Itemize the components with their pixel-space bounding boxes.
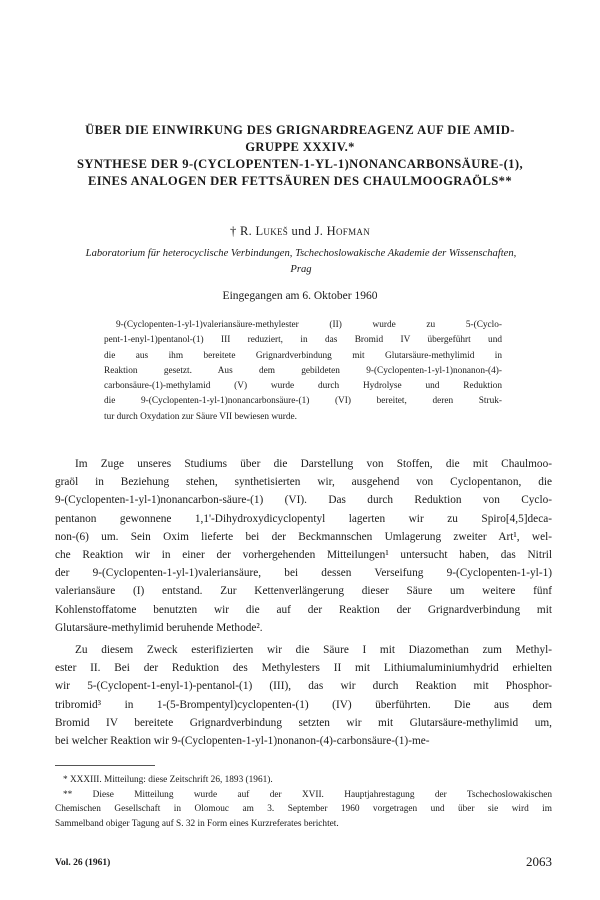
author-initial: R. — [239, 224, 253, 238]
volume-footer: Vol. 26 (1961) — [55, 858, 111, 868]
abstract-line: pent-1-enyl-1)pentanol-(1) III reduziert, in das Bromid IV übergeführt und — [104, 335, 502, 346]
abstract-line: 9-(Cyclopenten-1-yl-1)valeriansäure-methylester (II) wurde zu 5-(Cyclo- — [116, 320, 502, 330]
body-line: che Reaktion wir in einer der vorhergehenden Mitteilungen¹ untersucht haben, das Nitril — [55, 549, 552, 562]
paragraph — [55, 455, 552, 637]
abstract-line: carbonsäure-(1)-methylamid (V) wurde durch Hydrolyse und Reduktion — [104, 381, 502, 392]
body-line: graöl in Beziehung stehen, synthetisierten wir, ausgehend von Cyclopentanon, die — [55, 476, 552, 489]
affiliation-line: Laboratorium für heterocyclische Verbindungen, Tschechoslowakische Akademie der Wissenschaften, — [85, 248, 517, 259]
author-surname: Hofman — [326, 224, 371, 238]
body-line: Zu diesem Zweck esterifizierten wir die Säure I mit Diazomethan zum Methyl- — [75, 644, 552, 657]
author-surname: Lukeš — [255, 224, 289, 238]
footnote-rule — [55, 765, 155, 766]
body-line: Kohlenstoffatome benutzten wir die auf der Reaktion der Grignardverbindung mit — [55, 603, 552, 616]
body-line: der 9-(Cyclopenten-1-yl-1)valeriansäure, bei dessen Verseifung 9-(Cyclopenten-1-yl-1) — [55, 567, 552, 580]
body-line: Glutarsäure-methylimid beruhende Methode². — [55, 621, 263, 634]
body-line: tribromid³ in 1-(5-Brompentyl)cyclopenten-(1) (IV) überführten. Die aus dem — [55, 698, 552, 711]
author-initial: J. — [314, 224, 324, 238]
title-line: GRUPPE XXXIV.* — [245, 140, 355, 154]
abstract-line: die 9-(Cyclopenten-1-yl-1)nonancarbonsäure-(1) (VI) bereitet, deren Struk- — [104, 396, 502, 407]
abstract-line: die aus ihm bereitete Grignardverbindung mit Glutarsäure-methylimid in — [104, 350, 502, 361]
paragraph — [55, 641, 552, 750]
footnote-line: Sammelband obiger Tagung auf S. 32 in Form eines Kurzreferates berichtet. — [55, 818, 339, 829]
footnote-line: * XXXIII. Mitteilung: diese Zeitschrift 26, 1893 (1961). — [63, 775, 273, 785]
abstract — [104, 318, 502, 425]
body-line: valeriansäure (I) entstand. Zur Kettenverlängerung dieser Säure um weitere fünf — [55, 585, 552, 598]
author-connector: und — [291, 224, 312, 238]
body-line: Im Zuge unseres Studiums über die Darstellung von Stoffen, die mit Chaulmoo- — [75, 458, 552, 470]
article-title — [40, 122, 560, 190]
abstract-line: tur durch Oxydation zur Säure VII bewiesen wurde. — [104, 411, 297, 422]
title-line: ÜBER DIE EINWIRKUNG DES GRIGNARDREAGENZ AUF DIE AMID- — [85, 123, 515, 137]
footnotes — [55, 773, 552, 831]
body-line: ester II. Bei der Reduktion des Methylesters II mit Lithiumaluminiumhydrid erhielten — [55, 662, 552, 675]
affiliation — [40, 246, 562, 278]
affiliation-line: Prag — [290, 264, 312, 275]
body-line: pentanon gewonnene 1,1'-Dihydroxydicyclopentyl lagerten wir zu Spiro[4,5]deca- — [55, 512, 552, 525]
body-line: wir 5-(Cyclopent-1-enyl-1)-pentanol-(1) (III), das wir durch Reaktion mit Phosphor- — [55, 680, 552, 693]
page-number: 2063 — [526, 854, 552, 869]
body-line: non-(6) um. Sein Oxim lieferte bei der Beckmannschen Umlagerung zweiter Art¹, wel- — [55, 530, 552, 543]
title-line: SYNTHESE DER 9-(CYCLOPENTEN-1-YL-1)NONANCARBONSÄURE-(1), — [76, 157, 524, 171]
body-text — [55, 455, 552, 750]
deceased-dagger: † — [229, 224, 237, 238]
title-line: EINES ANALOGEN DER FETTSÄUREN DES CHAULMOOGRAÖLS** — [87, 174, 513, 188]
author-line — [0, 224, 600, 239]
body-line: bei welcher Reaktion wir 9-(Cyclopenten-1-yl-1)nonanon-(4)-carbonsäure-(1)-me- — [55, 735, 430, 748]
footnote-line: ** Diese Mitteilung wurde auf der XVII. Hauptjahrestagung der Tschechoslowakischen — [63, 789, 552, 800]
body-line: 9-(Cyclopenten-1-yl-1)nonancarbon-säure-(1) (VI). Das durch Reduktion von Cyclo- — [55, 494, 552, 507]
received-date: Eingegangen am 6. Oktober 1960 — [222, 290, 378, 302]
body-line: Bromid IV bereitete Grignardverbindung setzten wir mit Glutarsäure-methylimid um, — [55, 716, 552, 729]
footnote-line: Chemischen Gesellschaft in Olomouc am 3. September 1960 vorgetragen und über sie wird im — [55, 804, 552, 815]
abstract-line: Reaktion gesetzt. Aus dem gebildeten 9-(Cyclopenten-1-yl-1)nonanon-(4)- — [104, 365, 502, 376]
